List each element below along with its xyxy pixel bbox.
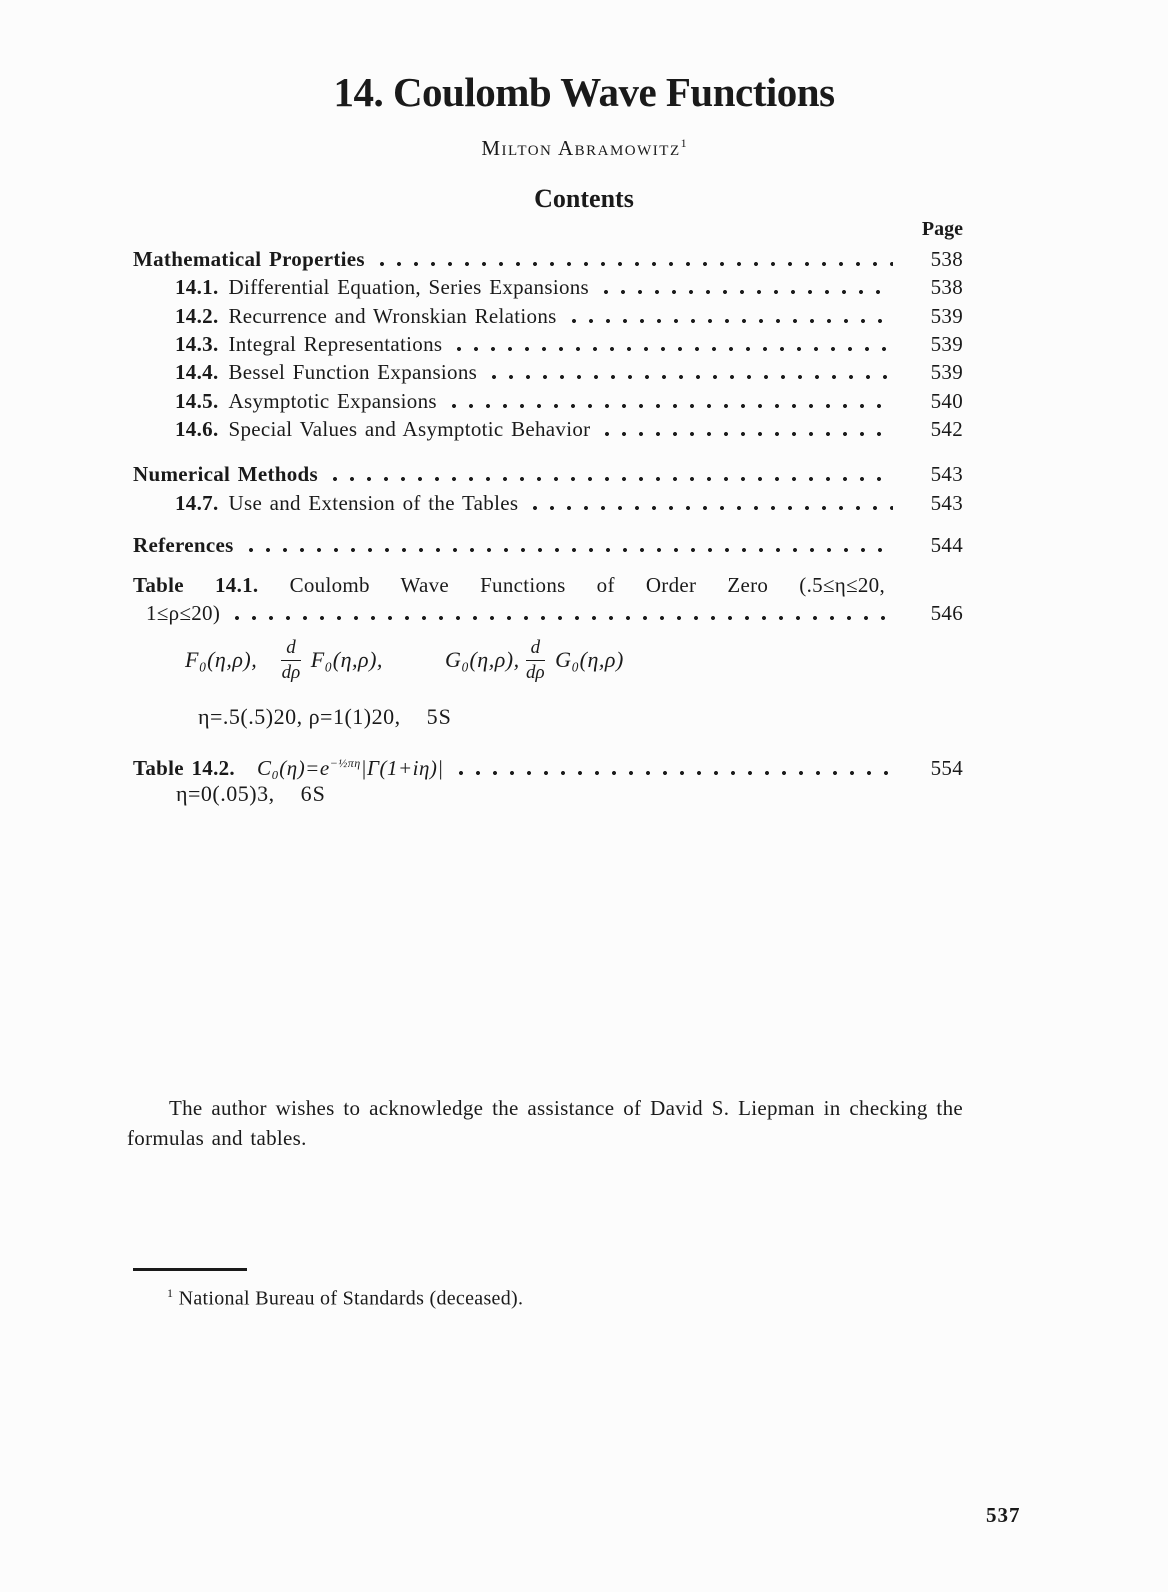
toc-page-number: 554 — [930, 756, 963, 780]
dot-leader — [571, 318, 893, 324]
dot-leader — [248, 547, 893, 553]
dot-leader — [456, 346, 893, 352]
toc-entry-14-1: 14.1. Differential Equation, Series Expansions 538 — [175, 275, 963, 299]
dot-leader — [332, 476, 893, 482]
dot-leader — [604, 431, 893, 437]
toc-page-number: 543 — [930, 462, 963, 486]
toc-entry-mathematical-properties: Mathematical Properties 538 — [133, 247, 963, 271]
formula-F0: F₀(η,ρ), — [185, 647, 258, 673]
contents-heading: Contents — [534, 184, 634, 213]
toc-entry-14-2: 14.2. Recurrence and Wronskian Relations 539 — [175, 304, 963, 328]
table-14-2-formula: $C_0(\eta)=e^{-\frac{1}{2}\pi\eta}|\Gamma(1+i\eta)|$ — [256, 756, 444, 780]
toc-entry-table-14-1-line2: 1≤ρ≤20) 546 — [146, 601, 963, 625]
author-text: Milton Abramowitz — [481, 136, 681, 160]
table-14-1-functions-formula — [185, 638, 624, 683]
dot-leader — [458, 770, 893, 776]
toc-entry-14-4: 14.4. Bessel Function Expansions 539 — [175, 360, 963, 384]
toc-page-number: 543 — [930, 491, 963, 515]
toc-entry-table-14-1-line1: Table 14.1. Coulomb Wave Functions of Order Zero (.5≤η≤20, — [133, 573, 885, 597]
table-14-2-range: η=0(.05)3, 6S — [176, 781, 326, 806]
toc-entry-14-7: 14.7. Use and Extension of the Tables 543 — [175, 491, 963, 515]
author-name — [0, 136, 1168, 161]
toc-entry-14-3: 14.3. Integral Representations 539 — [175, 332, 963, 356]
toc-entry-numerical-methods: Numerical Methods 543 — [133, 462, 963, 486]
d-drho-fraction: $\frac{d}{d\rho}$ — [281, 637, 301, 683]
dot-leader — [532, 505, 893, 511]
footnote-rule — [133, 1268, 247, 1271]
formula-G0: G₀(η,ρ), — [444, 647, 520, 673]
toc-page-number: 544 — [930, 533, 963, 557]
formula-dF0: F₀(η,ρ), — [310, 647, 383, 673]
toc-page-number: 539 — [930, 304, 963, 328]
toc-page-number: 540 — [930, 389, 963, 413]
page-column-label: Page — [921, 218, 963, 240]
dot-leader — [603, 289, 893, 295]
dot-leader — [451, 403, 893, 409]
toc-entry-table-14-2: Table 14.2. $C_0(\eta)=e^{-\frac{1}{2}\pi\eta}|\Gamma(1+i\eta)|$ 554 — [133, 750, 963, 781]
acknowledgment-paragraph: The author wishes to acknowledge the assistance of David S. Liepman in checking the formulas and tables. — [127, 1096, 963, 1150]
toc-entry-14-6: 14.6. Special Values and Asymptotic Behavior 542 — [175, 417, 963, 441]
toc-page-number: 538 — [930, 275, 963, 299]
precision-label: 5S — [426, 704, 452, 729]
page-folio: 537 — [986, 1503, 1021, 1527]
table-14-1-range: η=.5(.5)20, ρ=1(1)20, 5S — [198, 704, 452, 729]
precision-label: 6S — [300, 781, 326, 806]
toc-entry-references: References 544 — [133, 533, 963, 557]
footnote-mark: 1 — [167, 1286, 174, 1300]
toc-page-number: 542 — [930, 417, 963, 441]
dot-leader — [234, 615, 893, 621]
toc-entry-14-5: 14.5. Asymptotic Expansions 540 — [175, 389, 963, 413]
toc-page-number: 538 — [930, 247, 963, 271]
toc-page-number: 546 — [930, 601, 963, 625]
dot-leader — [491, 374, 893, 380]
chapter-title: 14. Coulomb Wave Functions — [333, 69, 835, 115]
exponent: −½πη — [329, 756, 361, 770]
author-footnote-mark: 1 — [680, 136, 687, 150]
toc-page-number: 539 — [930, 332, 963, 356]
toc-page-number: 539 — [930, 360, 963, 384]
formula-dG0: G₀(η,ρ) — [555, 647, 624, 673]
dot-leader — [379, 261, 893, 267]
d-drho-fraction: $\frac{d}{d\rho}$ — [526, 637, 545, 683]
footnote-text: $^1$ National Bureau of Standards (deceased). — [167, 1286, 524, 1310]
